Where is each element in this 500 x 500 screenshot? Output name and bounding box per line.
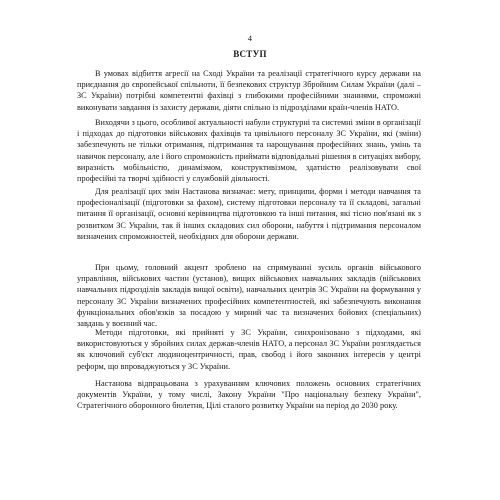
paragraph-3: Для реалізації цих змін Настанова визначає: мету, принципи, форми і методи навчання та професіоналізації (підготовки за фахом), систему підготовки персоналу та її складові, загальні питання її організації, основні керівництва підготовкою та інші питання, які тісно пов'язані як з розвитком ЗС України, так й інших складових сил оборони, набуття і підтримання персоналом визначених спроможностей, необхідних для оборони держави. [77, 187, 421, 241]
paragraph-6: Настанова відпрацьована з урахуванням ключових положень основних стратегічних документів України, у тому числі, Закону України "Про національну безпеку України", Стратегічного оборонного бюлетня, Цілі сталого розвитку України на період до 2030 року. [77, 379, 421, 411]
paragraph-5: Методи підготовки, які прийняті у ЗС України, синхронізовано з підходами, які використовуються у збройних силах держав-членів НАТО, а персонал ЗС України розглядається як ключовий суб'єкт людиноцентричності, прав, свобод і його законних інтересів у центрі реформ, що впроваджуються у ЗС України. [77, 328, 421, 371]
paragraph-1: В умовах відбиття агресії на Сході України та реалізації стратегічного курсу держави на приєднання до європейської спільноти, її безпекових структур Збройним Силам України (далі – ЗС України) потрібні компетентні фахівці з глибокими професійними знаннями, спроможні виконувати завдання із захисту держави, діяти спільно із підрозділами країн-членів НАТО. [77, 69, 421, 112]
page-number: 4 [247, 33, 253, 43]
paragraph-2: Виходячи з цього, особливої актуальності набули структурні та системні зміни в організації і підходах до підготовки військових фахівців та цивільного персоналу ЗС України, які (зміни) забезпечують не тільки отримання, підтримання та нарощування професійних знань, умінь та навичок персоналу, але і його спроможність приймати відповідальні рішення в ситуаціях вибору, виразність мобільністю, динамізмом, конструктивізмом, здатністю реалізовувати свої професійні та творчі здібності у службовій діяльності. [77, 118, 421, 184]
paragraph-4: При цьому, головний акцент зроблено на спрямуванні зусиль органів військового управління, військових частин (установ), вищих військових навчальних закладів (військових навчальних підрозділів закладів вищої освіти), навчальних центрів ЗС України на формування у персоналу ЗС України визначених професійних компетентностей, які забезпечують виконання функціональних обов'язків за посадою у мирний час та визначених бойових (спеціальних) завдань у воєнний час. [77, 263, 421, 329]
section-heading: ВСТУП [233, 49, 267, 59]
